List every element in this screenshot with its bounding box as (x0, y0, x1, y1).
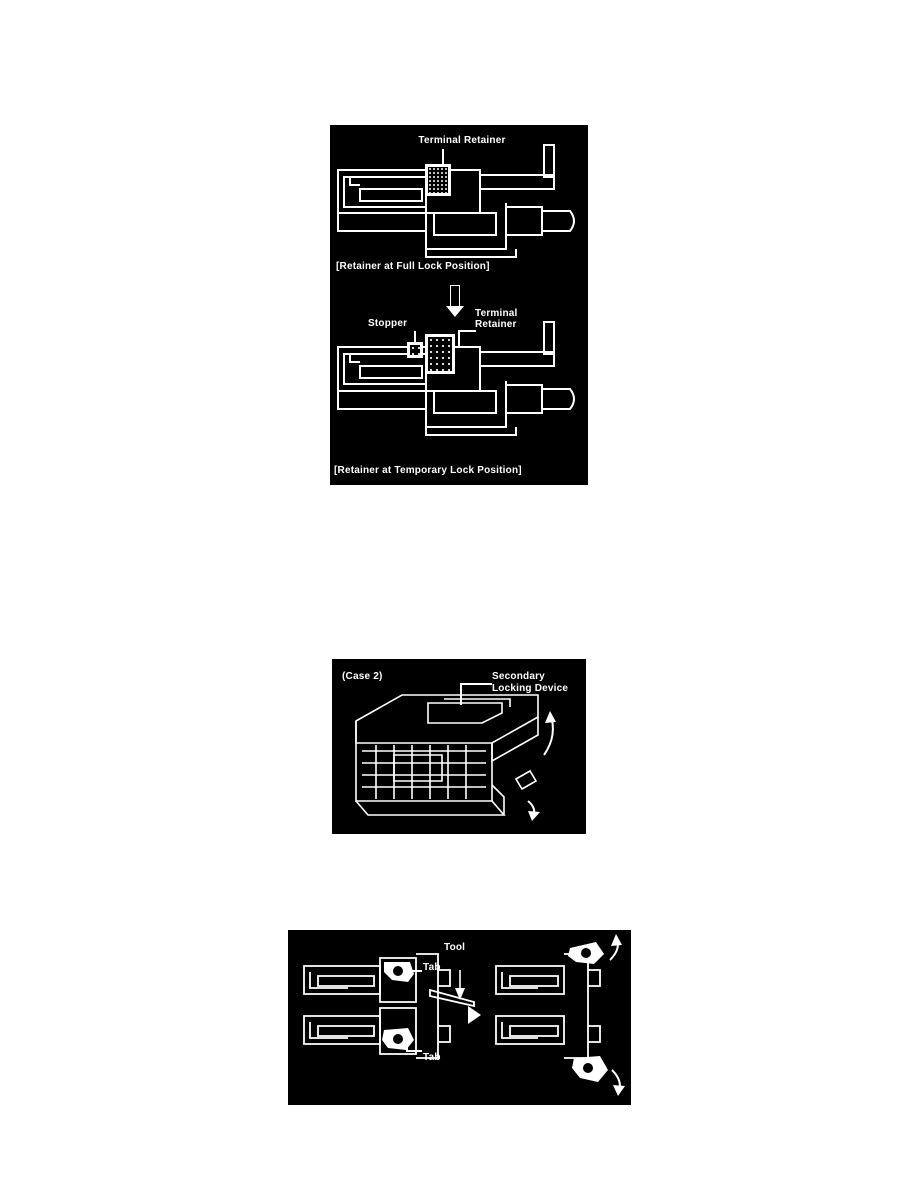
label-terminal-retainer-line2: Retainer (475, 319, 517, 330)
label-secondary-locking-line2: Locking Device (492, 683, 569, 694)
label-tool: Tool (444, 942, 466, 953)
terminal-retainer-block-bottom (426, 335, 454, 373)
leader-stopper (414, 331, 416, 345)
stopper-block (408, 343, 422, 357)
caption-temporary-lock: [Retainer at Temporary Lock Position] (334, 465, 522, 476)
leader-terminal-retainer-bottom-h (458, 330, 476, 332)
leader-terminal-retainer-top (442, 149, 444, 167)
leader-tab-upper (406, 970, 422, 972)
terminal-retainer-block-top (426, 165, 450, 195)
label-terminal-retainer-line1: Terminal (475, 308, 518, 319)
leader-secondary-locking (460, 683, 492, 685)
label-tab-upper: Tab (423, 962, 441, 973)
figure-terminal-retainer (330, 125, 588, 485)
figure-case-2-secondary-locking-device (332, 659, 586, 834)
figure-tool-tab-release (288, 930, 631, 1105)
label-stopper: Stopper (368, 318, 408, 329)
leader-secondary-locking-v (460, 683, 462, 705)
tool-tab-release-drawing (288, 930, 631, 1105)
label-case-2: (Case 2) (342, 671, 383, 682)
label-secondary-locking-line1: Secondary (492, 671, 545, 682)
label-tab-lower: Tab (423, 1052, 441, 1063)
leader-tab-lower (406, 1050, 422, 1052)
label-terminal-retainer-top: Terminal Retainer (418, 135, 506, 146)
leader-tab-lower-v (406, 1042, 408, 1052)
leader-terminal-retainer-bottom (458, 330, 460, 346)
transition-arrow-icon (468, 1006, 481, 1024)
caption-full-lock: [Retainer at Full Lock Position] (336, 261, 490, 272)
